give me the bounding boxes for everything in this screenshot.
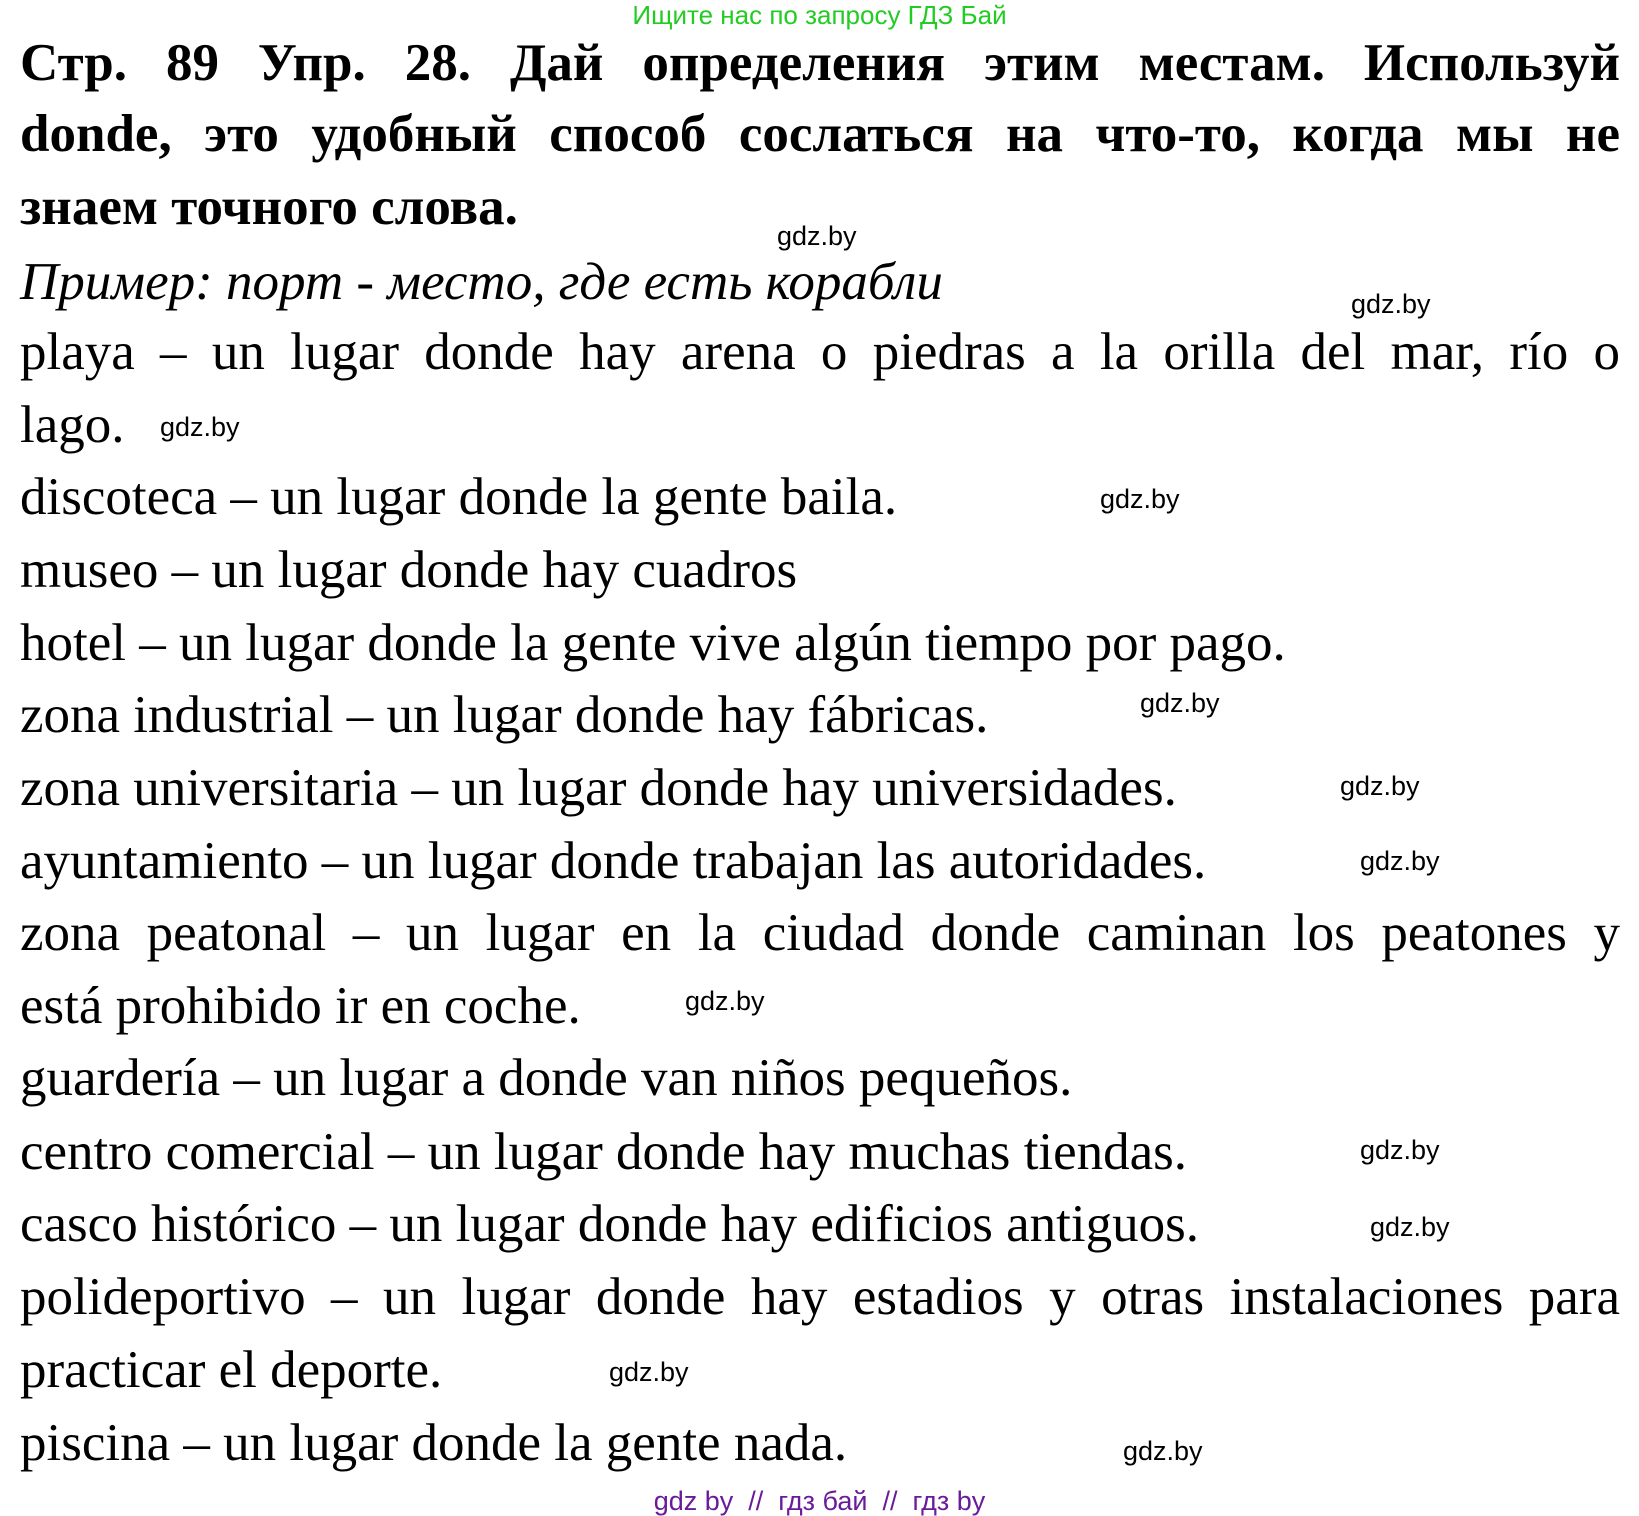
answer-line: centro comercial – un lugar donde hay muchas tiendas. — [20, 1123, 1188, 1181]
footer-links[interactable]: gdz by // гдз бай // гдз by — [653, 1486, 986, 1516]
watermark: gdz.by — [1351, 289, 1431, 319]
answer-line: polideportivo – un lugar donde hay estadios y otras instalaciones para — [20, 1268, 1620, 1326]
watermark: gdz.by — [1340, 771, 1420, 801]
answer-line: museo – un lugar donde hay cuadros — [20, 541, 798, 599]
watermark: gdz.by — [1370, 1212, 1450, 1242]
watermark: gdz.by — [609, 1357, 689, 1387]
answer-line: lago. — [20, 396, 125, 454]
watermark: gdz.by — [1140, 688, 1220, 718]
watermark: gdz.by — [1360, 846, 1440, 876]
answer-line: zona peatonal – un lugar en la ciudad donde caminan los peatones y — [20, 904, 1620, 962]
answer-line: casco histórico – un lugar donde hay edificios antiguos. — [20, 1195, 1199, 1253]
answer-line: zona industrial – un lugar donde hay fábricas. — [20, 686, 989, 744]
answer-line: guardería – un lugar a donde van niños pequeños. — [20, 1049, 1073, 1107]
example-line: Пример: порт - место, где есть корабли — [20, 253, 943, 311]
exercise-title-line-2: donde, это удобный способ сослаться на что-то, когда мы не — [20, 105, 1620, 163]
answer-line: practicar el deporte. — [20, 1341, 443, 1399]
answer-line: discoteca – un lugar donde la gente baila. — [20, 468, 898, 526]
answer-line: playa – un lugar donde hay arena o piedras a la orilla del mar, río o — [20, 323, 1620, 381]
exercise-title-line-3: знаем точного слова. — [20, 178, 518, 236]
answer-line: zona universitaria – un lugar donde hay universidades. — [20, 759, 1177, 817]
answer-line: está prohibido ir en coche. — [20, 977, 581, 1035]
watermark: gdz.by — [777, 221, 857, 251]
watermark: gdz.by — [1100, 484, 1180, 514]
watermark: gdz.by — [685, 986, 765, 1016]
watermark: gdz.by — [1360, 1135, 1440, 1165]
watermark: gdz.by — [160, 412, 240, 442]
watermark: gdz.by — [1123, 1436, 1203, 1466]
answer-line: ayuntamiento – un lugar donde trabajan las autoridades. — [20, 832, 1207, 890]
exercise-title-line-1: Стр. 89 Упр. 28. Дай определения этим местам. Используй — [20, 34, 1620, 92]
answer-line: hotel – un lugar donde la gente vive algún tiempo por pago. — [20, 614, 1286, 672]
search-banner: Ищите нас по запросу ГДЗ Бай — [632, 0, 1007, 30]
answer-line: piscina – un lugar donde la gente nada. — [20, 1414, 848, 1472]
